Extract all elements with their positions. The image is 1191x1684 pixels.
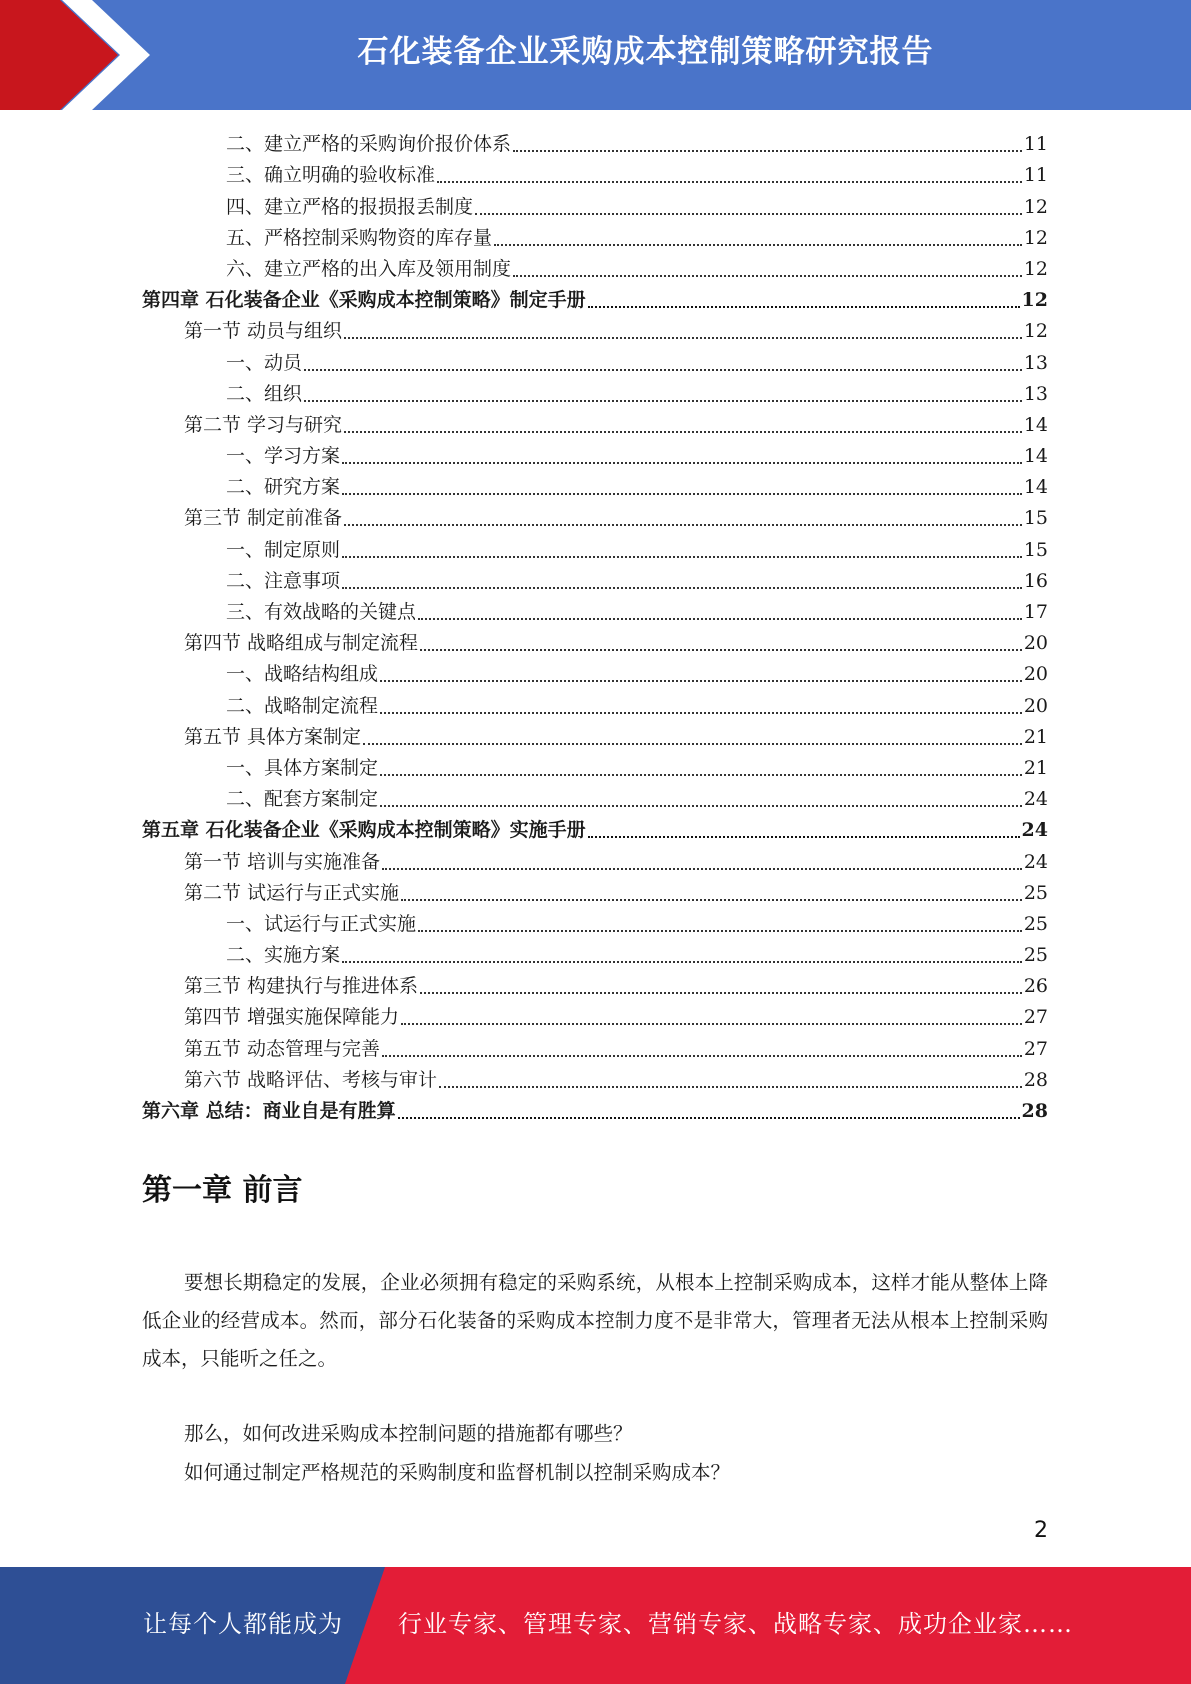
toc-entry-title: 一、制定原则	[226, 538, 341, 561]
toc-entry-page: 12	[1023, 320, 1048, 343]
toc-entry-page: 12	[1023, 226, 1048, 249]
toc-entry-page: 16	[1023, 569, 1048, 592]
toc-entry-page: 12	[1023, 195, 1048, 218]
toc-entry-page: 27	[1023, 1006, 1048, 1029]
toc-entry-title: 二、配套方案制定	[226, 788, 379, 811]
toc-entry-title: 二、实施方案	[226, 944, 341, 967]
toc-entry-page: 27	[1023, 1037, 1048, 1060]
toc-entry[interactable]	[142, 909, 1048, 940]
toc-entry-title: 第五节 动态管理与完善	[184, 1037, 381, 1060]
toc-entry-page: 14	[1023, 445, 1048, 468]
question-paragraph-1: 那么，如何改进采购成本控制问题的措施都有哪些？	[184, 1422, 633, 1445]
toc-entry-title: 第一节 动员与组织	[184, 320, 343, 343]
toc-entry-title: 第二节 学习与研究	[184, 413, 343, 436]
toc-entry[interactable]	[142, 940, 1048, 971]
toc-dot-leader	[382, 1054, 1022, 1057]
toc-entry-title: 第六节 战略评估、考核与审计	[184, 1068, 438, 1091]
toc-entry-title: 一、具体方案制定	[226, 756, 379, 779]
toc-entry[interactable]	[142, 659, 1048, 690]
toc-dot-leader	[344, 523, 1022, 526]
toc-entry-title: 第六章 总结：商业自是有胜算	[142, 1100, 396, 1122]
toc-entry-page: 14	[1023, 413, 1048, 436]
toc-dot-leader	[475, 212, 1022, 215]
toc-entry[interactable]	[142, 191, 1048, 222]
toc-entry[interactable]	[142, 878, 1048, 909]
toc-entry[interactable]	[142, 846, 1048, 877]
toc-dot-leader	[418, 617, 1022, 620]
toc-entry[interactable]	[142, 441, 1048, 472]
toc-entry[interactable]	[142, 690, 1048, 721]
toc-dot-leader	[380, 773, 1022, 776]
toc-entry-title: 二、研究方案	[226, 476, 341, 499]
toc-entry-page: 24	[1023, 850, 1048, 873]
toc-dot-leader	[437, 180, 1022, 183]
toc-dot-leader	[380, 711, 1022, 714]
toc-entry-title: 第三节 制定前准备	[184, 507, 343, 530]
footer-slogan-right: 行业专家、管理专家、营销专家、战略专家、成功企业家……	[398, 1610, 1073, 1638]
toc-entry-title: 一、战略结构组成	[226, 663, 379, 686]
toc-entry[interactable]	[142, 316, 1048, 347]
toc-entry[interactable]	[142, 1096, 1048, 1127]
toc-entry-page: 21	[1023, 756, 1048, 779]
toc-entry-title: 第二节 试运行与正式实施	[184, 881, 400, 904]
toc-entry-page: 12	[1023, 257, 1048, 280]
question-paragraph-2: 如何通过制定严格规范的采购制度和监督机制以控制采购成本？	[184, 1461, 731, 1484]
toc-dot-leader	[342, 555, 1022, 558]
toc-dot-leader	[513, 274, 1022, 277]
toc-dot-leader	[401, 898, 1022, 901]
toc-entry[interactable]	[142, 1002, 1048, 1033]
footer-slogan-left: 让每个人都能成为	[143, 1610, 343, 1638]
table-of-contents	[142, 129, 1048, 1127]
toc-dot-leader	[342, 586, 1022, 589]
toc-dot-leader	[380, 804, 1022, 807]
toc-entry[interactable]	[142, 379, 1048, 410]
toc-entry[interactable]	[142, 223, 1048, 254]
toc-entry[interactable]	[142, 503, 1048, 534]
toc-entry-title: 第四节 战略组成与制定流程	[184, 632, 419, 655]
toc-dot-leader	[380, 679, 1022, 682]
toc-dot-leader	[342, 461, 1022, 464]
toc-entry-page: 11	[1023, 164, 1048, 187]
toc-entry-page: 14	[1023, 476, 1048, 499]
toc-entry[interactable]	[142, 971, 1048, 1002]
toc-dot-leader	[344, 430, 1022, 433]
toc-entry[interactable]	[142, 753, 1048, 784]
toc-entry[interactable]	[142, 1033, 1048, 1064]
intro-paragraph: 要想长期稳定的发展，企业必须拥有稳定的采购系统，从根本上控制采购成本，这样才能从整体上降低企业的经营成本。然而，部分石化装备的采购成本控制力度不是非常大，管理者无法从根本上控制采购成本，只能听之任之。	[142, 1271, 1048, 1370]
toc-entry[interactable]	[142, 472, 1048, 503]
toc-entry[interactable]	[142, 566, 1048, 597]
toc-dot-leader	[342, 960, 1022, 963]
toc-dot-leader	[304, 368, 1022, 371]
toc-entry-title: 第一节 培训与实施准备	[184, 850, 381, 873]
toc-dot-leader	[398, 1116, 1020, 1119]
toc-entry-page: 24	[1023, 788, 1048, 811]
toc-entry-title: 一、动员	[226, 351, 303, 374]
toc-entry[interactable]	[142, 628, 1048, 659]
toc-dot-leader	[401, 1022, 1022, 1025]
toc-dot-leader	[513, 149, 1022, 152]
toc-dot-leader	[439, 1085, 1022, 1088]
toc-entry-title: 一、学习方案	[226, 445, 341, 468]
toc-entry-page: 11	[1023, 133, 1048, 156]
toc-entry-title: 三、有效战略的关键点	[226, 601, 417, 623]
toc-dot-leader	[344, 336, 1022, 339]
toc-dot-leader	[494, 243, 1022, 246]
toc-dot-leader	[418, 929, 1022, 932]
header-red-arrow-decoration	[0, 0, 140, 110]
toc-entry[interactable]	[142, 1065, 1048, 1096]
toc-entry-page: 25	[1023, 881, 1048, 904]
report-title: 石化装备企业采购成本控制策略研究报告	[357, 34, 934, 70]
toc-entry-title: 四、建立严格的报损报丢制度	[226, 195, 474, 218]
toc-dot-leader	[382, 867, 1022, 870]
toc-entry[interactable]	[142, 347, 1048, 378]
toc-entry[interactable]	[142, 534, 1048, 565]
page-footer	[0, 1567, 1191, 1684]
toc-entry-page: 25	[1023, 912, 1048, 935]
toc-dot-leader	[342, 492, 1022, 495]
toc-entry-title: 第五章 石化装备企业《采购成本控制策略》实施手册	[142, 819, 586, 842]
page-number: 2	[1034, 1518, 1048, 1543]
toc-entry-title: 第四节 增强实施保障能力	[184, 1006, 400, 1029]
toc-entry-page: 21	[1023, 725, 1048, 748]
toc-entry-page: 13	[1023, 351, 1048, 374]
toc-entry-title: 三、确立明确的验收标准	[226, 164, 436, 187]
toc-entry[interactable]	[142, 285, 1048, 316]
toc-entry-title: 二、战略制定流程	[226, 694, 379, 717]
toc-dot-leader	[363, 742, 1022, 745]
page-header	[0, 0, 1191, 110]
toc-dot-leader	[420, 991, 1022, 994]
chapter-heading: 第一章 前言	[142, 1173, 303, 1208]
toc-entry-title: 二、组织	[226, 382, 303, 405]
toc-entry-page: 28	[1023, 1068, 1048, 1091]
toc-entry-page: 25	[1023, 944, 1048, 967]
toc-entry-page: 20	[1023, 632, 1048, 655]
toc-dot-leader	[588, 835, 1020, 838]
toc-dot-leader	[304, 399, 1022, 402]
toc-entry-page: 24	[1021, 819, 1048, 842]
toc-entry[interactable]	[142, 410, 1048, 441]
toc-entry-title: 二、建立严格的采购询价报价体系	[226, 133, 512, 156]
toc-entry-title: 第四章 石化装备企业《采购成本控制策略》制定手册	[142, 289, 586, 312]
toc-entry-page: 13	[1023, 382, 1048, 405]
toc-entry[interactable]	[142, 597, 1048, 628]
toc-dot-leader	[588, 305, 1020, 308]
toc-entry[interactable]	[142, 129, 1048, 160]
toc-entry[interactable]	[142, 160, 1048, 191]
toc-entry-page: 15	[1023, 538, 1048, 561]
toc-entry-page: 15	[1023, 507, 1048, 530]
toc-entry-page: 17	[1023, 601, 1048, 623]
toc-entry-page: 20	[1023, 694, 1048, 717]
toc-dot-leader	[420, 648, 1022, 651]
toc-entry[interactable]	[142, 784, 1048, 815]
toc-entry-page: 28	[1021, 1100, 1048, 1122]
toc-entry-page: 20	[1023, 663, 1048, 686]
toc-entry-title: 六、建立严格的出入库及领用制度	[226, 257, 512, 280]
toc-entry-page: 26	[1023, 975, 1048, 998]
toc-entry-title: 二、注意事项	[226, 569, 341, 592]
toc-entry[interactable]	[142, 254, 1048, 285]
toc-entry-title: 第五节 具体方案制定	[184, 725, 362, 748]
toc-entry-title: 一、试运行与正式实施	[226, 912, 417, 935]
toc-entry-title: 五、严格控制采购物资的库存量	[226, 226, 493, 249]
toc-entry-title: 第三节 构建执行与推进体系	[184, 975, 419, 998]
toc-entry-page: 12	[1021, 289, 1048, 312]
toc-entry[interactable]	[142, 815, 1048, 846]
toc-entry[interactable]	[142, 722, 1048, 753]
